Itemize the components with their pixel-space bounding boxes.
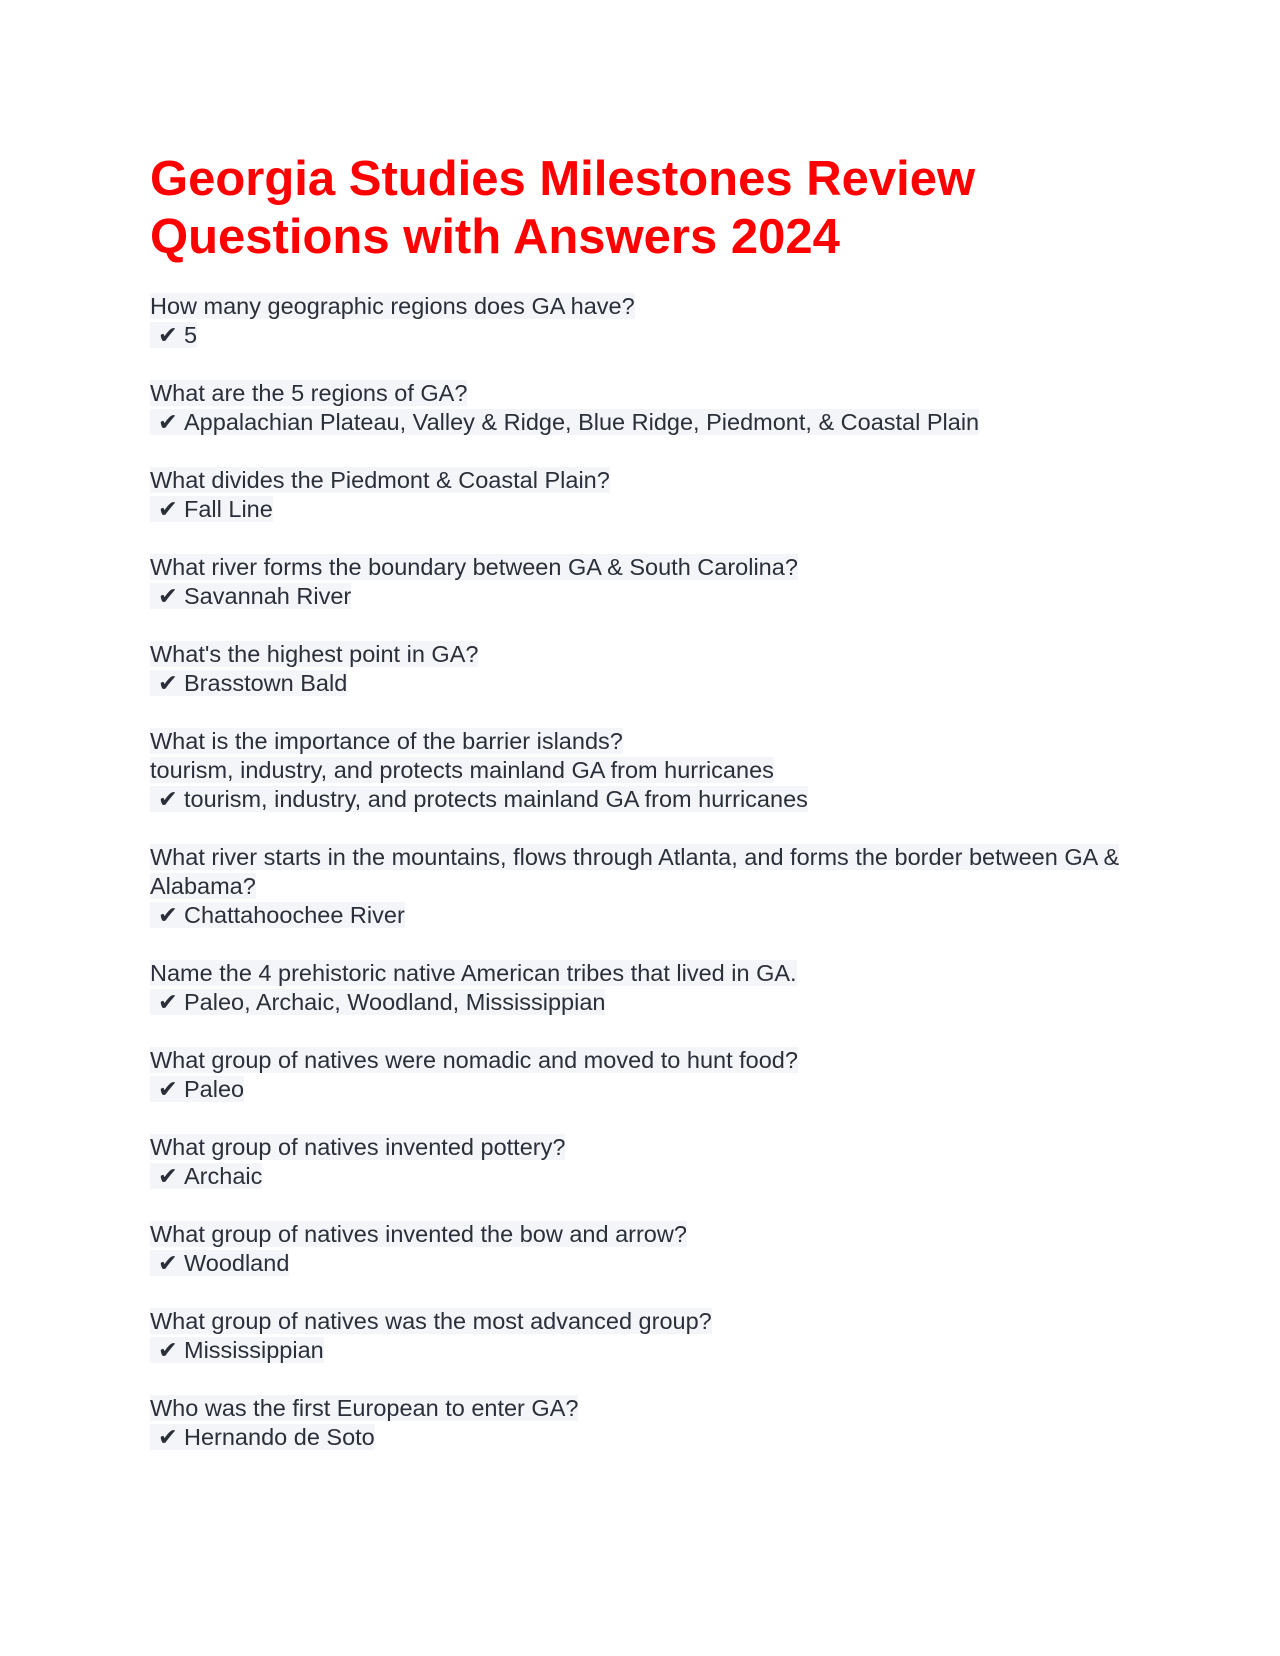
check-icon: ✔ [158, 1424, 178, 1450]
qa-item [150, 1046, 1140, 1104]
check-icon: ✔ [158, 786, 178, 812]
page-title: Georgia Studies Milestones Review Questions with Answers 2024 [150, 152, 976, 264]
qa-item [150, 1307, 1140, 1365]
check-icon: ✔ [158, 322, 178, 348]
check-icon: ✔ [158, 1076, 178, 1102]
question-text: Name the 4 prehistoric native American tribes that lived in GA. [150, 960, 797, 986]
question-text: What group of natives invented pottery? [150, 1134, 566, 1160]
qa-item [150, 1394, 1140, 1452]
answer-text: Archaic [184, 1163, 263, 1189]
question-text: What river forms the boundary between GA & South Carolina? [150, 554, 798, 580]
check-icon: ✔ [158, 583, 178, 609]
question-extra-text: tourism, industry, and protects mainland GA from hurricanes [150, 757, 774, 783]
qa-item [150, 1220, 1140, 1278]
qa-item [150, 466, 1140, 524]
answer-text: Paleo [184, 1076, 245, 1102]
answer-text: Woodland [184, 1250, 290, 1276]
check-icon: ✔ [158, 670, 178, 696]
answer-text: Chattahoochee River [184, 902, 405, 928]
question-text: What group of natives was the most advanced group? [150, 1308, 712, 1334]
qa-item [150, 959, 1140, 1017]
answer-text: tourism, industry, and protects mainland GA from hurricanes [184, 786, 808, 812]
question-text: What group of natives invented the bow and arrow? [150, 1221, 687, 1247]
question-text: What's the highest point in GA? [150, 641, 479, 667]
qa-item [150, 727, 1140, 814]
check-icon: ✔ [158, 496, 178, 522]
question-text: How many geographic regions does GA have? [150, 293, 635, 319]
question-text: What are the 5 regions of GA? [150, 380, 468, 406]
answer-text: Paleo, Archaic, Woodland, Mississippian [184, 989, 606, 1015]
qa-item [150, 1133, 1140, 1191]
check-icon: ✔ [158, 1250, 178, 1276]
check-icon: ✔ [158, 409, 178, 435]
question-text: Who was the first European to enter GA? [150, 1395, 579, 1421]
question-text: What is the importance of the barrier islands? [150, 728, 623, 754]
question-text: What river starts in the mountains, flows through Atlanta, and forms the border between GA & Alabama? [150, 844, 1120, 899]
question-text: What group of natives were nomadic and moved to hunt food? [150, 1047, 798, 1073]
answer-text: Brasstown Bald [184, 670, 348, 696]
answer-text: 5 [184, 322, 198, 348]
qa-item [150, 843, 1140, 930]
document-page [150, 150, 1140, 1481]
check-icon: ✔ [158, 989, 178, 1015]
qa-item [150, 379, 1140, 437]
answer-text: Fall Line [184, 496, 273, 522]
qa-item [150, 292, 1140, 350]
check-icon: ✔ [158, 902, 178, 928]
answer-text: Mississippian [184, 1337, 324, 1363]
qa-item [150, 640, 1140, 698]
answer-text: Savannah River [184, 583, 352, 609]
check-icon: ✔ [158, 1163, 178, 1189]
answer-text: Appalachian Plateau, Valley & Ridge, Blue Ridge, Piedmont, & Coastal Plain [184, 409, 980, 435]
qa-item [150, 553, 1140, 611]
question-text: What divides the Piedmont & Coastal Plain? [150, 467, 610, 493]
answer-text: Hernando de Soto [184, 1424, 375, 1450]
check-icon: ✔ [158, 1337, 178, 1363]
